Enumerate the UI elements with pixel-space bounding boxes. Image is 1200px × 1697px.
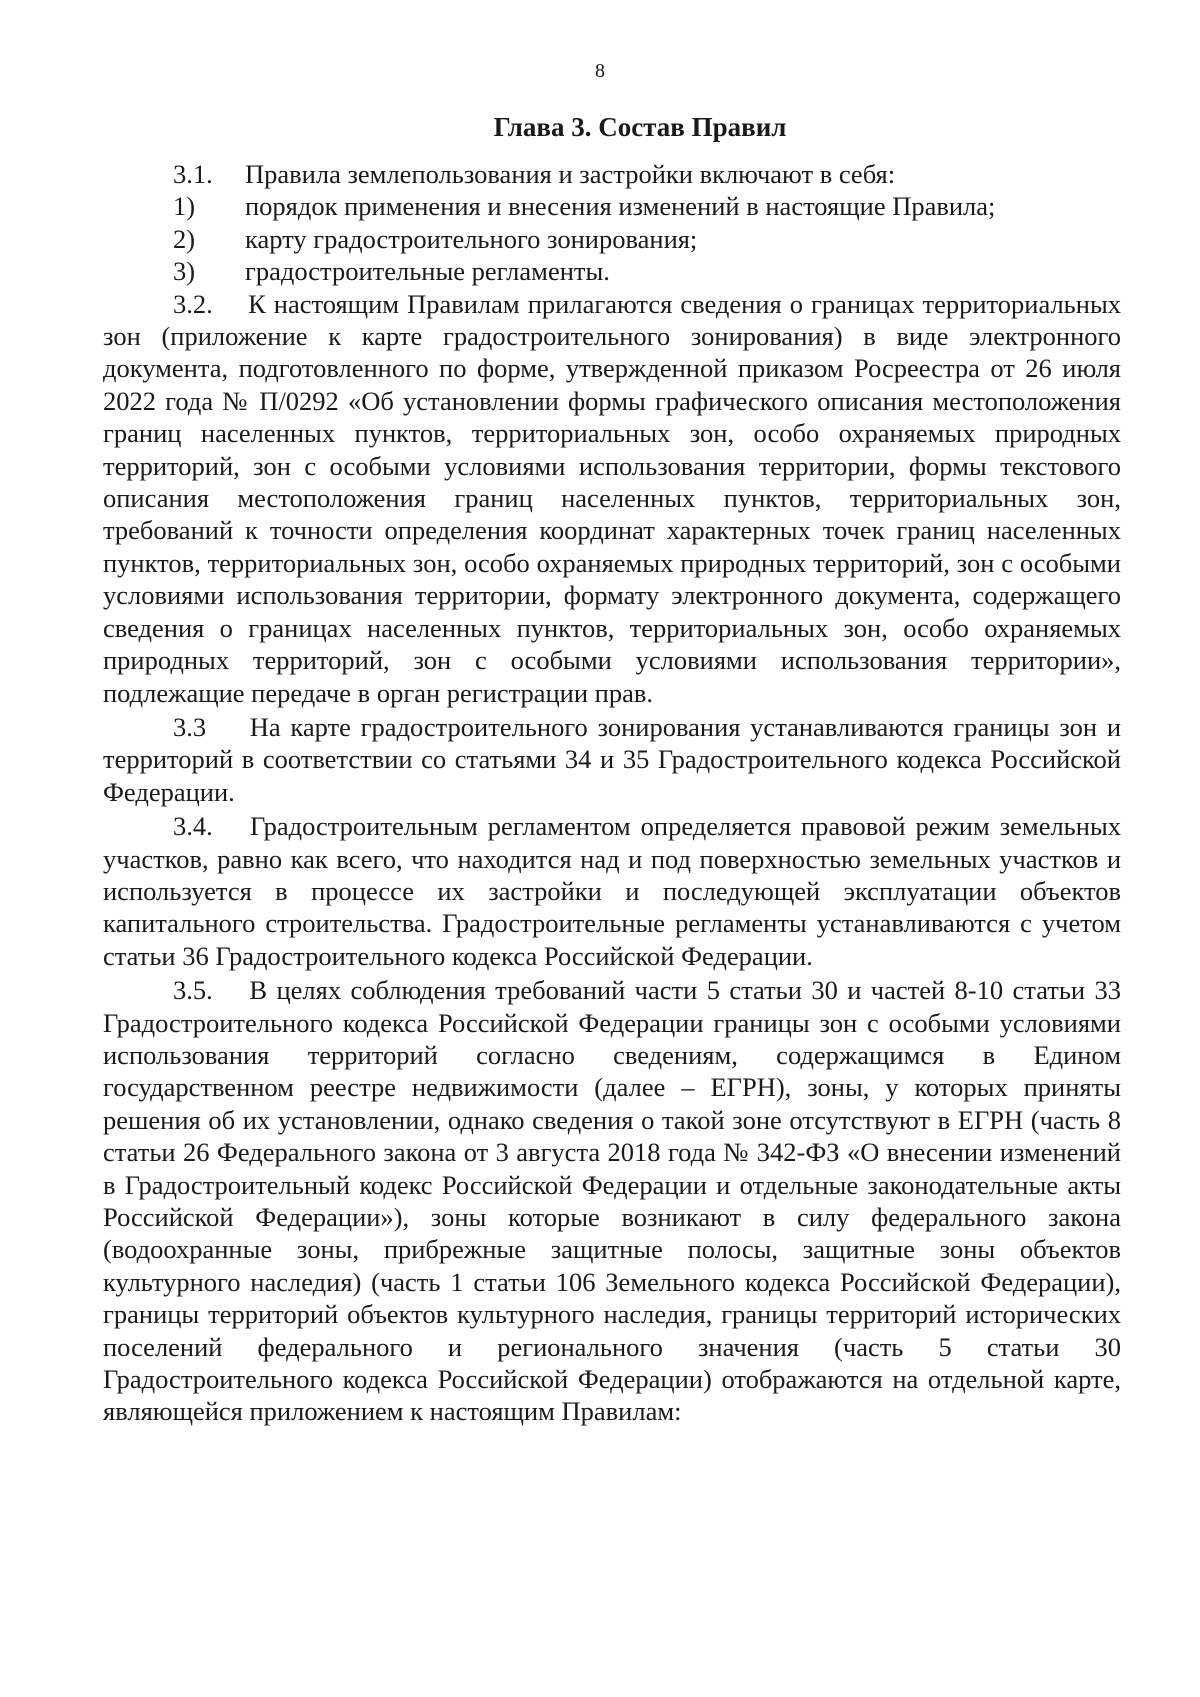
chapter-title: Глава 3. Состав Правил [493, 112, 787, 142]
list-item-text: градостроительные регламенты. [245, 256, 610, 287]
paragraph-text: К настоящим Правилам прилагаются сведения о границах территориальных зон (приложение к карте градостроительного зонирования) в виде электронного документа, подготовленного по форме, утвержденной приказом Росреестра от 26 июля 2022 года № П/0292 «Об установлении формы графического описания местоположения границ населенных пунктов, территориальных зон, особо охраняемых природных территорий, зон с особыми условиями использования территории, формы текстового описания местоположения границ населенных пунктов, территориальных зон, требований к точности определения координат характерных точек границ населенных пунктов, территориальных зон, особо охраняемых природных территорий, зон с особыми условиями использования территории, формату электронного документа, содержащего сведения о границах населенных пунктов, территориальных зон, особо охраняемых природных территорий, зон с особыми условиями использования территории», подлежащие передаче в орган регистрации прав. [103, 288, 1122, 708]
list-item-text: карту градостроительного зонирования; [245, 223, 698, 254]
paragraph-text: На карте градостроительного зонирования устанавливаются границы зон и территорий в соответствии со статьями 34 и 35 Градостроительного кодекса Российской Федерации. [103, 711, 1121, 807]
page-number: 8 [595, 60, 605, 82]
paragraph-number: 3.5. [173, 975, 213, 1006]
list-item [103, 190, 1121, 222]
paragraph-text: В целях соблюдения требований части 5 статьи 30 и частей 8-10 статьи 33 Градостроительного кодекса Российской Федерации границы зон с особыми условиями использования территорий согласно сведениям, содержащимся в Едином государственном реестре недвижимости (далее – ЕГРН), зоны, у которых приняты решения об их установлении, однако сведения о такой зоне отсутствуют в ЕГРН (часть 8 статьи 26 Федерального закона от 3 августа 2018 года № 342-ФЗ «О внесении изменений в Градостроительный кодекс Российской Федерации и отдельные законодательные акты Российской Федерации»), зоны которые возникают в силу федерального закона (водоохранные зоны, прибрежные защитные полосы, защитные зоны объектов культурного наследия) (часть 1 статьи 106 Земельного кодекса Российской Федерации), границы территорий объектов культурного наследия, границы территорий исторических поселений федерального и регионального значения (часть 5 статьи 30 Градостроительного кодекса Российской Федерации) отображаются на отдельной карте, являющейся приложением к настоящим Правилам: [103, 975, 1122, 1427]
list-item-number: 2) [173, 223, 196, 254]
paragraph-3-2 [103, 288, 1121, 709]
list-item-number: 3.1. [173, 159, 213, 189]
paragraph-3-3 [103, 711, 1121, 808]
list-item-text: Правила землепользования и застройки включают в себя: [245, 159, 896, 189]
document-body [103, 158, 1121, 1428]
paragraph-text: Градостроительным регламентом определяется правовой режим земельных участков, равно как всего, что находится над и под поверхностью земельных участков и используется в процессе их застройки и последующей эксплуатации объектов капитального строительства. Градостроительные регламенты устанавливаются с учетом статьи 36 Градостроительного кодекса Российской Федерации. [103, 811, 1121, 971]
list-item [103, 158, 1121, 190]
list-item [103, 223, 1121, 255]
list-item-text: порядок применения и внесения изменений в настоящие Правила; [245, 191, 996, 222]
list-item-number: 3) [173, 256, 196, 287]
paragraph-number: 3.2. [173, 288, 213, 319]
paragraph-number: 3.3 [173, 711, 207, 742]
paragraph-3-5 [103, 974, 1121, 1428]
list-item [103, 255, 1121, 287]
paragraph-number: 3.4. [173, 811, 213, 842]
paragraph-3-4 [103, 810, 1121, 972]
list-item-number: 1) [173, 191, 196, 222]
